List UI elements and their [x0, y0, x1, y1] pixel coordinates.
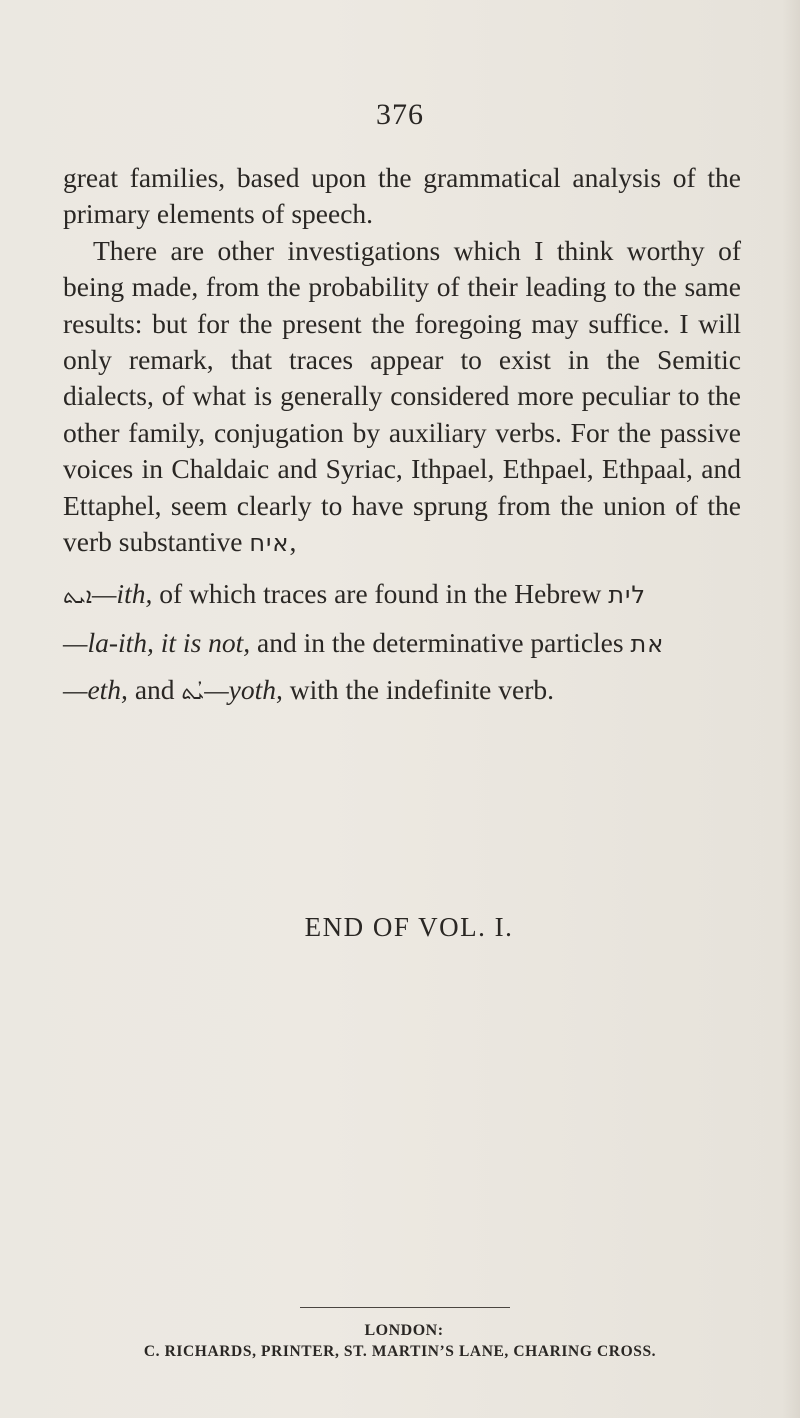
hebrew-ith: איח — [249, 529, 290, 558]
hebrew-laith: לית — [608, 581, 646, 610]
syriac-yoth: ܝܳܬ — [181, 680, 205, 706]
text-hebrew-traces: of which traces are found in the Hebrew — [152, 578, 609, 610]
end-of-volume: END OF VOL. I. — [304, 912, 514, 942]
gloss-it-is-not: it is not, — [160, 627, 251, 659]
syriac-ith: ܐܝܬ — [63, 584, 92, 610]
text-indefinite-verb: with the indefinite verb. — [282, 674, 554, 706]
translit-laith: —la-ith, — [63, 627, 154, 659]
page-number: 376 — [376, 98, 424, 131]
comma: , — [289, 526, 297, 558]
translit-eth: —eth, — [63, 674, 128, 706]
page-edge-shadow — [782, 0, 800, 1418]
text-and: and — [127, 674, 182, 706]
body-text — [63, 160, 741, 716]
paragraph-continuation: great families, based upon the grammatical analysis of the primary elements of speech. — [63, 162, 741, 230]
paragraph-main-tail — [63, 571, 741, 716]
imprint-city: LONDON: — [364, 1322, 444, 1339]
text-determinative: and in the determinative particles — [250, 627, 631, 659]
translit-yoth: —yoth, — [204, 674, 283, 706]
paragraph-main-text: There are other investigations which I think worthy of being made, from the probability of their leading to the same results: but for the present the foregoing may suffice. I will only remark, that traces appear to exist in the Semitic dialects, of what is generally considered more peculiar to the other family, conjugation by auxiliary verbs. For the passive voices in Chaldaic and Syriac, Ithpael, Ethpael, Ethpaal, and Ettaphel, seem clearly to have sprung from the union of the verb substantive — [63, 234, 741, 558]
paragraph-main — [63, 233, 741, 562]
hebrew-eth: את — [630, 630, 665, 659]
translit-ith: —ith, — [91, 578, 153, 610]
imprint-rule — [300, 1307, 510, 1308]
imprint-printer: C. RICHARDS, PRINTER, ST. MARTIN’S LANE, CHARING CROSS. — [143, 1343, 657, 1360]
